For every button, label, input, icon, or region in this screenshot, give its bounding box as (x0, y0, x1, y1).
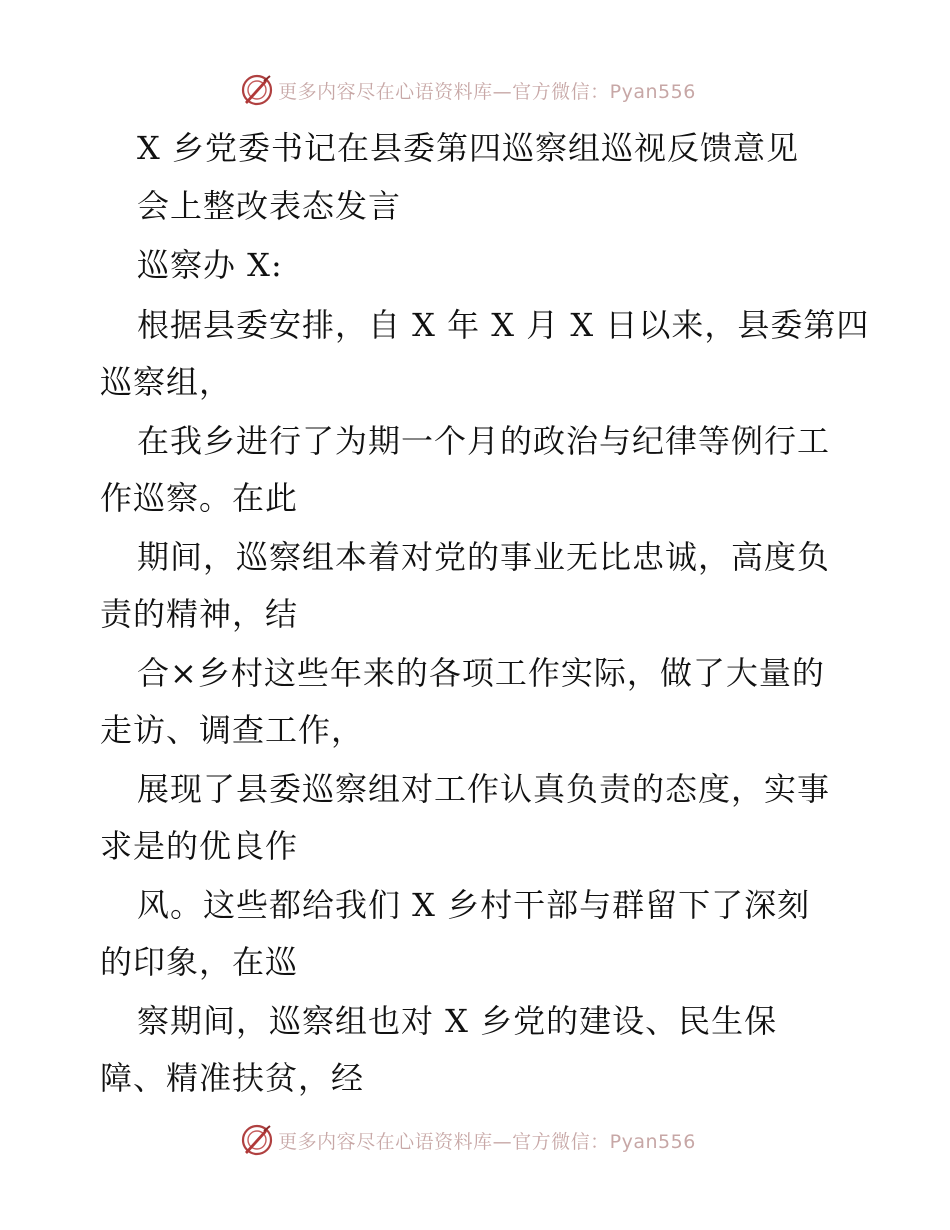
body-line: 作巡察。在此 (100, 479, 299, 517)
watermark-header (0, 70, 950, 110)
salutation: 巡察办 X: (137, 246, 283, 284)
watermark-header-inner (240, 73, 696, 107)
body-line: 责的精神，结 (100, 595, 299, 633)
body-line: 巡察组， (100, 363, 233, 401)
body-line: 察期间，巡察组也对 X 乡党的建设、民生保 (137, 1002, 778, 1040)
watermark-footer-inner (240, 1123, 696, 1157)
body-line: 求是的优良作 (100, 827, 299, 865)
quill-pen-logo-icon (240, 73, 274, 107)
body-line: 根据县委安排，自 X 年 X 月 X 日以来，县委第四 (137, 306, 870, 344)
body-line: 期间，巡察组本着对党的事业无比忠诚，高度负 (137, 538, 831, 576)
body-line: 走访、调查工作， (100, 711, 365, 749)
body-line: 合×乡村这些年来的各项工作实际，做了大量的 (137, 654, 825, 692)
body-line: 展现了县委巡察组对工作认真负责的态度，实事 (137, 770, 831, 808)
body-line: 障、精准扶贫，经 (100, 1059, 365, 1097)
title-line-2: 会上整改表态发言 (137, 187, 402, 225)
body-line: 在我乡进行了为期一个月的政治与纪律等例行工 (137, 422, 831, 460)
watermark-footer (0, 1120, 950, 1160)
title-line-1: X 乡党委书记在县委第四巡察组巡视反馈意见 (137, 129, 799, 167)
watermark-text: 更多内容尽在心语资料库—官方微信：Pyan556 (278, 1130, 696, 1153)
body-line: 的印象，在巡 (100, 943, 299, 981)
body-line: 风。这些都给我们 X 乡村干部与群留下了深刻 (137, 886, 811, 924)
watermark-text: 更多内容尽在心语资料库—官方微信：Pyan556 (278, 80, 696, 103)
quill-pen-logo-icon (240, 1123, 274, 1157)
